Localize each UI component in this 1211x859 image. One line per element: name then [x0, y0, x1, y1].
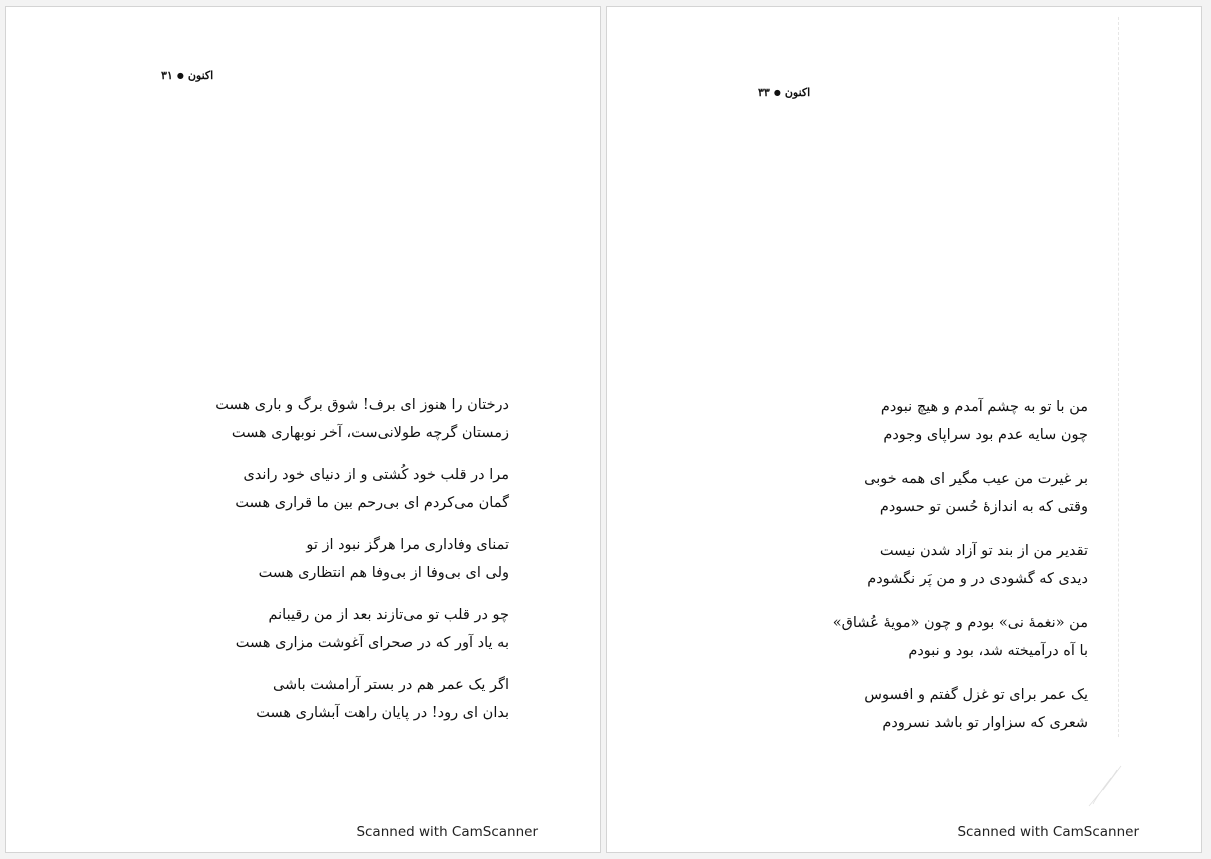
verse-line: با آه درآمیخته شد، بود و نبودم — [908, 643, 1088, 659]
scan-edge-line — [1118, 17, 1119, 737]
verse-line: وقتی که به اندازهٔ حُسن تو حسودم — [879, 499, 1088, 515]
verse-line: بدان ای رود! در پایان راهت آبشاری هست — [256, 705, 509, 721]
verse-line: مرا در قلب خود کُشتی و از دنیای خود راندی — [243, 467, 509, 483]
page-number: ۳۱ — [161, 69, 173, 82]
stanza — [833, 465, 1088, 521]
verse-line: یک عمر برای تو غزل گفتم و افسوس — [864, 687, 1088, 703]
stanza — [833, 537, 1088, 593]
scanned-page-right — [606, 6, 1202, 853]
stanza — [215, 671, 509, 727]
bullet-icon: ● — [176, 70, 184, 80]
verse-line: شعری که سزاوار تو باشد نسرودم — [882, 715, 1088, 731]
verse-line: چو در قلب تو می‌تازند بعد از من رقیبانم — [268, 607, 509, 623]
verse-line: گمان می‌کردم ای بی‌رحم بین ما قراری هست — [235, 495, 509, 511]
stanza — [833, 681, 1088, 737]
stanza — [833, 609, 1088, 665]
scanned-page-left — [5, 6, 601, 853]
verse-line: به یاد آور که در صحرای آغوشت مزاری هست — [235, 635, 509, 651]
scanner-watermark: Scanned with CamScanner — [957, 824, 1139, 840]
verse-line: تمنای وفاداری مرا هرگز نبود از تو — [306, 537, 509, 553]
verse-line: اگر یک عمر هم در بستر آرامشت باشی — [272, 677, 509, 693]
stanza — [215, 391, 509, 447]
stanza — [215, 461, 509, 517]
verse-line: بر غیرت من عیب مگیر ای همه خوبی — [864, 471, 1088, 487]
poem — [215, 391, 509, 741]
scanner-watermark: Scanned with CamScanner — [356, 824, 538, 840]
verse-line: ولی ای بی‌وفا از بی‌وفا هم انتظاری هست — [258, 565, 509, 581]
stanza — [215, 601, 509, 657]
verse-line: من با تو به چشم آمدم و هیچ نبودم — [880, 399, 1088, 415]
bullet-icon: ● — [773, 87, 781, 97]
verse-line: درختان را هنوز ای برف! شوق برگ و باری هست — [215, 397, 509, 413]
running-header — [161, 69, 213, 82]
scan-smudge — [1085, 764, 1125, 808]
book-title: اکنون — [784, 86, 811, 99]
verse-line: من «نغمهٔ نی» بودم و چون «مویهٔ عُشاق» — [832, 615, 1088, 631]
verse-line: زمستان گرچه طولانی‌ست، آخر نوبهاری هست — [231, 425, 509, 441]
stanza — [215, 531, 509, 587]
page-number: ۳۳ — [758, 86, 770, 99]
running-header — [758, 86, 810, 99]
verse-line: دیدی که گشودی در و من پَر نگشودم — [867, 571, 1088, 587]
verse-line: تقدیر من از بند تو آزاد شدن نیست — [879, 543, 1088, 559]
poem — [833, 393, 1088, 753]
book-title: اکنون — [187, 69, 214, 82]
stanza — [833, 393, 1088, 449]
verse-line: چون سایه عدم بود سراپای وجودم — [883, 427, 1088, 443]
